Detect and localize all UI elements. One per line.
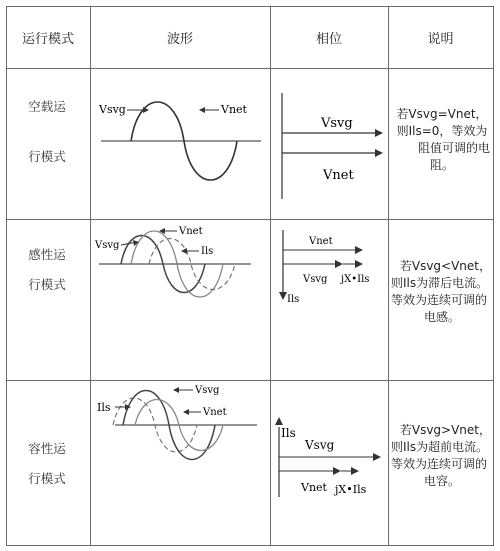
note-line: 等效为连续可调的 [391,293,488,307]
phasor-label-vsvg: Vsvg [303,274,328,285]
phasor-label-vsvg: Vsvg [305,438,335,452]
phasor-label-jxils: jX•Ils [335,483,367,496]
table-border-bottom [6,545,494,546]
header-waveform: 波形 [166,31,193,47]
note-line: 阻值可调的电 [417,141,490,155]
note-line: 电感。 [423,310,460,324]
col-divider-3 [388,6,389,546]
phasor-label-vnet: Vnet [309,236,333,247]
arrowhead [375,129,383,137]
mode-capacitive [8,434,86,494]
arrowhead [275,417,283,425]
note-line: 则Ils为超前电流。 [391,440,489,454]
arrowhead [143,107,149,113]
wave-label-vnet: Vnet [203,407,227,418]
note-inductive [391,258,493,326]
phasor-label-vnet: Vnet [323,168,354,183]
phasor-label-jxils: jX•Ils [341,274,370,285]
note-capacitive [391,422,493,490]
arrowhead [373,453,381,461]
waveform-inductive [91,220,269,379]
mode-line: 行模式 [28,471,66,486]
table-border-right [493,6,494,546]
note-line: 等效为连续可调的 [391,457,488,471]
note-line: 则Ils为滞后电流。 [391,276,489,290]
note-line: 阻。 [429,158,454,172]
mode-inductive [8,240,86,300]
arrowhead [375,149,383,157]
arrowhead [279,292,287,300]
arrowhead [183,409,189,415]
phasor-label-vnet: Vnet [301,481,327,494]
phasor-capacitive [271,381,387,544]
phasor-label-ils: Ils [287,294,300,305]
wave-label-ils: Ils [97,401,111,414]
header-phase: 相位 [315,31,342,47]
mode-line: 感性运 [28,247,66,262]
mode-noload [8,92,86,172]
arrowhead [199,107,205,113]
phasor-inductive [271,220,387,379]
arrowhead [181,248,187,254]
mode-line: 行模式 [28,149,66,164]
header-description: 说明 [427,31,454,47]
arrowhead [355,260,363,268]
note-line: 若Vsvg<Vnet， [399,259,491,273]
note-line: 若Vsvg>Vnet， [399,423,491,437]
wave-label-ils: Ils [201,246,214,257]
arrowhead [335,260,343,268]
header-mode: 运行模式 [21,31,74,47]
arrowhead [173,387,179,393]
wave-label-vsvg: Vsvg [99,103,126,116]
arrowhead [351,467,359,475]
mode-line: 空载运 [28,99,66,114]
note-noload [392,106,492,174]
note-line: 若Vsvg=Vnet， [396,107,488,121]
mode-line: 行模式 [28,277,66,292]
mode-line: 容性运 [28,441,66,456]
phasor-label-ils: Ils [281,426,296,440]
waveform-noload [91,69,269,218]
phasor-label-vsvg: Vsvg [321,116,353,131]
wave-label-vsvg: Vsvg [95,240,120,251]
table-border-left [6,6,7,546]
note-line: 电容。 [423,474,460,488]
wave-label-vnet: Vnet [221,103,247,116]
wave-label-vsvg: Vsvg [195,385,220,396]
waveform-capacitive [91,381,269,544]
arrowhead [333,467,341,475]
phasor-noload [271,69,387,218]
wave-label-vnet: Vnet [179,226,203,237]
note-line: 则Ils=0，等效为 [396,124,488,138]
arrowhead [355,246,363,254]
